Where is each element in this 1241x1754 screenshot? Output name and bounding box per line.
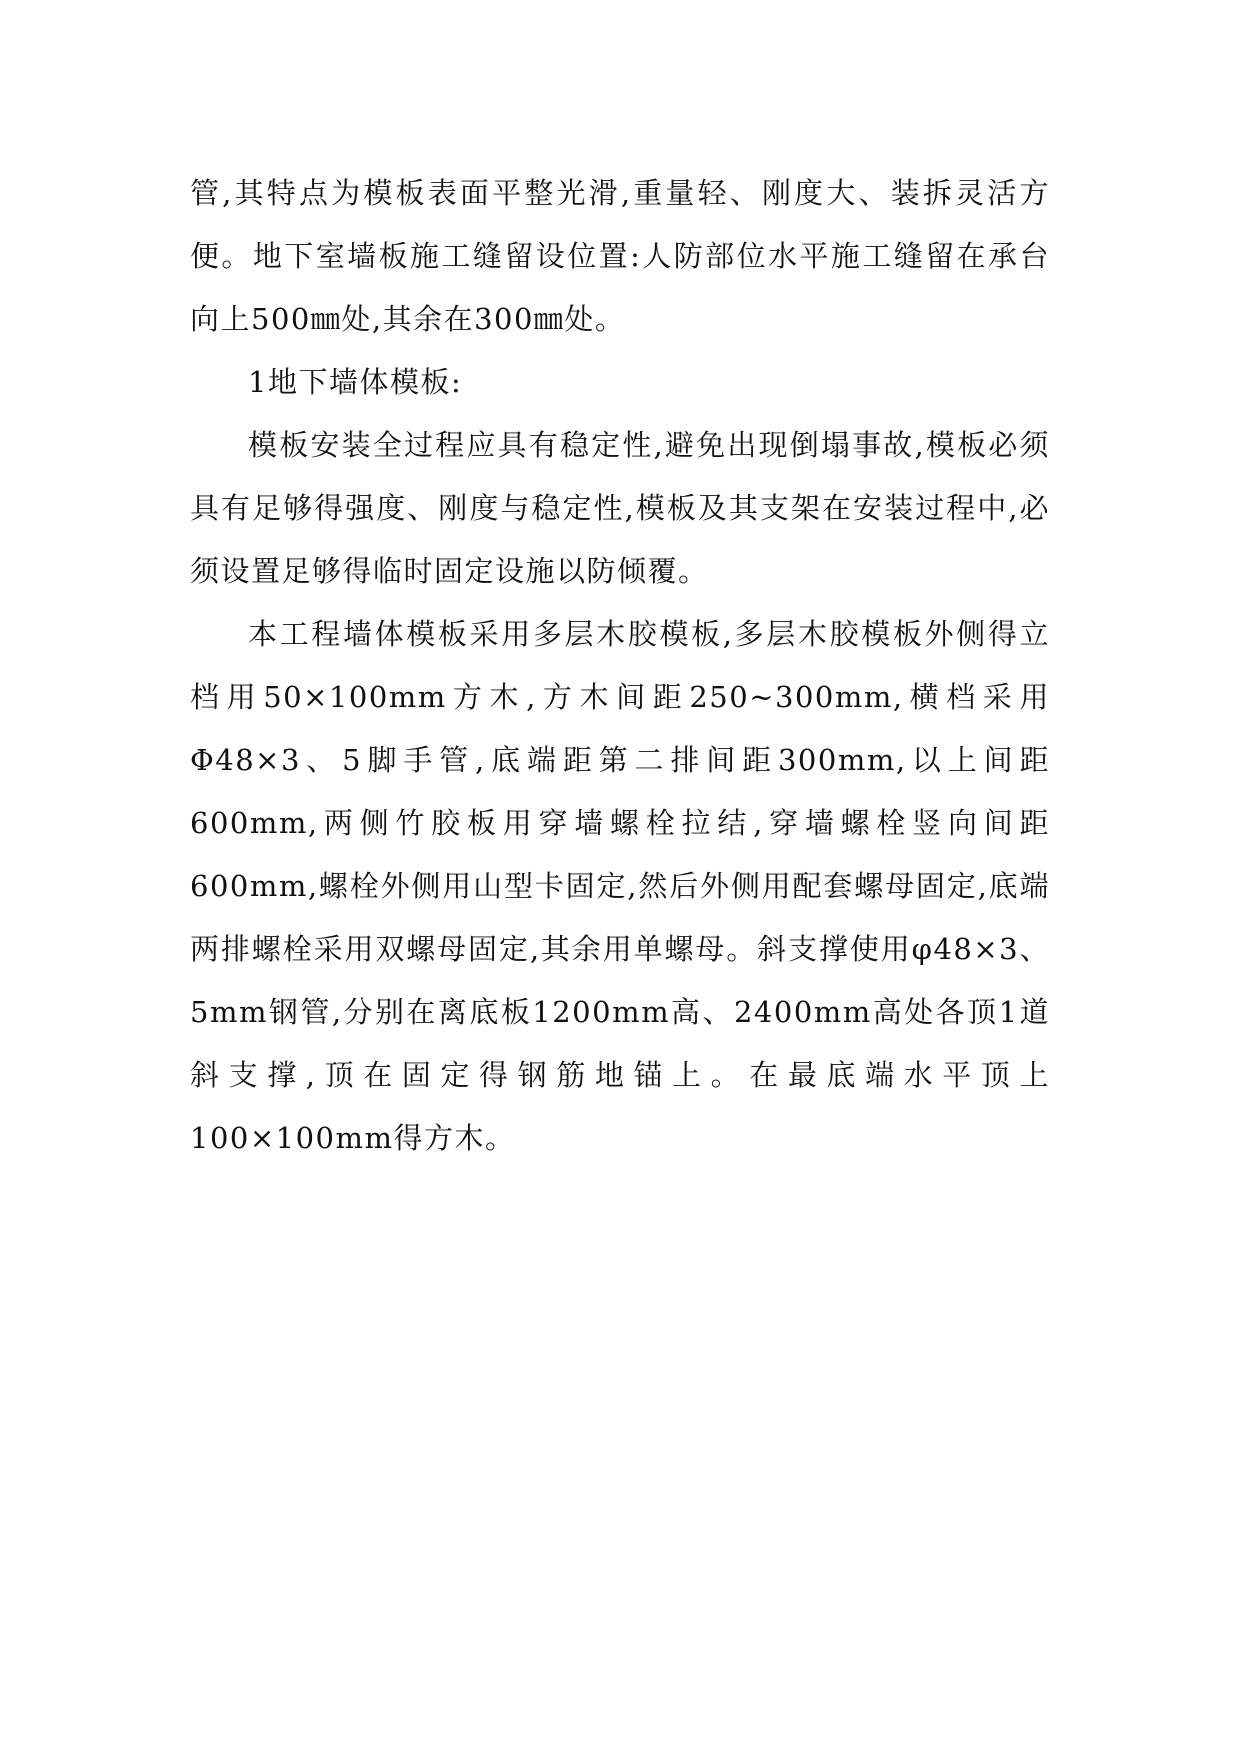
paragraph-continuation: 管,其特点为模板表面平整光滑,重量轻、刚度大、装拆灵活方便。地下室墙板施工缝留设位置:人防部位水平施工缝留在承台向上500㎜处,其余在300㎜处。 xyxy=(190,176,1050,336)
paragraph-formwork-details: 本工程墙体模板采用多层木胶模板,多层木胶模板外侧得立档用50×100mm方木,方木间距250~300mm,横档采用Φ48×3、5脚手管,底端距第二排间距300mm,以上间距600mm,两侧竹胶板用穿墙螺栓拉结,穿墙螺栓竖向间距600mm,螺栓外侧用山型卡固定,然后外侧用配套螺母固定,底端两排螺栓采用双螺母固定,其余用单螺母。斜支撑使用φ48×3、5mm钢管,分别在离底板1200mm高、2400mm高处各顶1道斜支撑,顶在固定得钢筋地锚上。在最底端水平顶上100×100mm得方木。 xyxy=(190,617,1050,1155)
section-heading: 1地下墙体模板: xyxy=(248,365,463,399)
paragraph-stability: 模板安装全过程应具有稳定性,避免出现倒塌事故,模板必须具有足够得强度、刚度与稳定性,模板及其支架在安装过程中,必须设置足够得临时固定设施以防倾覆。 xyxy=(190,428,1050,588)
body-text xyxy=(190,162,1050,1170)
